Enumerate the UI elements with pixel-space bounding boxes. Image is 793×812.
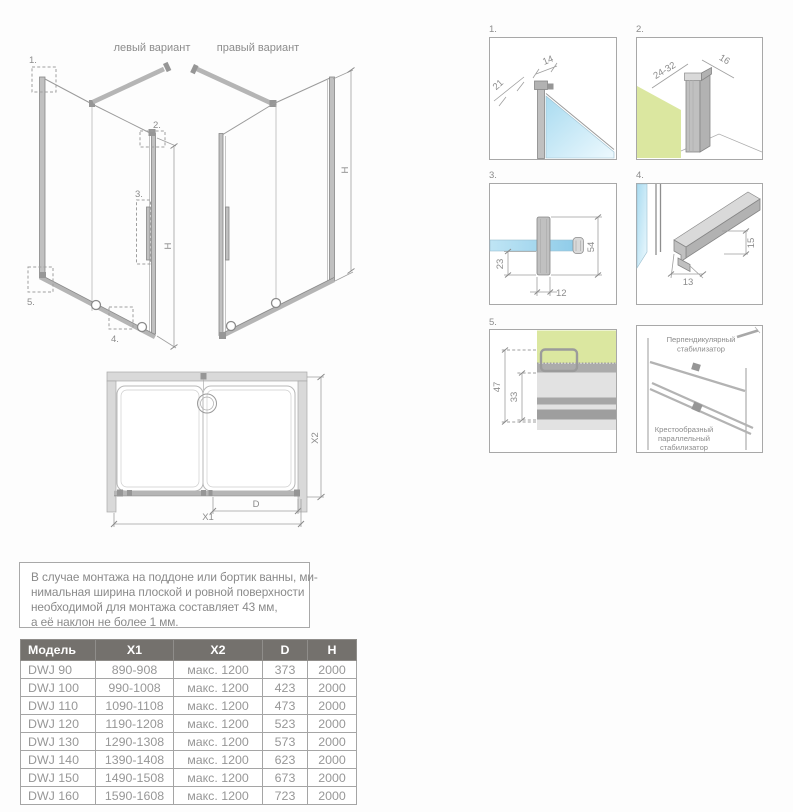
- header-h: H: [308, 640, 357, 661]
- dim-14-label: 14: [541, 53, 556, 68]
- cell-d: 373: [263, 661, 308, 679]
- support-bar: [93, 69, 164, 102]
- cell-d: 573: [263, 733, 308, 751]
- cell-d: 473: [263, 697, 308, 715]
- profile-cap-front: [685, 73, 702, 81]
- note-line: необходимой для монтажа составляет 43 мм,: [31, 600, 278, 614]
- door-top-edge: [222, 104, 273, 135]
- tray-strip: [537, 398, 616, 405]
- back-wall: [107, 372, 307, 381]
- cell-d: 423: [263, 679, 308, 697]
- cell-x1: 1090-1108: [96, 697, 174, 715]
- rail-end-block: [219, 332, 226, 339]
- cell-x1: 890-908: [96, 661, 174, 679]
- cell-x2: макс. 1200: [174, 787, 263, 805]
- cell-x1: 1190-1208: [96, 715, 174, 733]
- cell-x2: макс. 1200: [174, 715, 263, 733]
- wall-profile: [40, 77, 46, 277]
- callout-label-2: 2.: [153, 120, 161, 131]
- rail-block: [201, 490, 206, 496]
- callout-label-4: 4.: [111, 334, 119, 345]
- table-row: [21, 697, 357, 715]
- parallel-stabilizer-label-line2: параллельный: [658, 434, 710, 443]
- dim-15-label: 15: [746, 237, 757, 249]
- header-x2: X2: [174, 640, 263, 661]
- cell-x2: макс. 1200: [174, 661, 263, 679]
- note-line: нимальная ширина плоской и ровной поверхности: [31, 585, 305, 599]
- dim-54-label: 54: [586, 241, 597, 253]
- callout-label-5: 5.: [27, 297, 35, 308]
- note-line: В случае монтажа на поддоне или бортик ванны, ми-: [31, 570, 318, 584]
- detail-panel-4: [636, 170, 763, 305]
- cell-d: 723: [263, 787, 308, 805]
- cell-model: DWJ 100: [21, 679, 96, 697]
- parallel-stabilizer-label-line1: Крестообразный: [654, 425, 714, 434]
- dim-47-label: 47: [492, 381, 503, 393]
- detail-panel-1: [489, 24, 617, 160]
- cell-x2: макс. 1200: [174, 697, 263, 715]
- cell-d: 673: [263, 769, 308, 787]
- height-dimension-line: [333, 70, 353, 281]
- dim-33-label: 33: [509, 391, 520, 403]
- height-dimension-label: H: [163, 242, 174, 250]
- detail-panel-stabilizers: [637, 326, 763, 453]
- cell-h: 2000: [308, 733, 357, 751]
- cell-h: 2000: [308, 679, 357, 697]
- dim-12-label: 12: [556, 288, 567, 299]
- panel-3-number: 3.: [489, 170, 497, 181]
- perpendicular-stabilizer-label-line2: стабилизатор: [676, 344, 726, 354]
- cell-x2: макс. 1200: [174, 769, 263, 787]
- left-variant-diagram: [27, 42, 190, 350]
- rail-block: [209, 490, 213, 496]
- table-row: [21, 733, 357, 751]
- dim-23-label: 23: [495, 258, 506, 270]
- callout-label-3: 3.: [135, 189, 143, 200]
- cell-model: DWJ 140: [21, 751, 96, 769]
- cell-model: DWJ 120: [21, 715, 96, 733]
- cell-x1: 1490-1508: [96, 769, 174, 787]
- right-variant-label: правый вариант: [216, 42, 300, 54]
- support-bar: [197, 69, 273, 104]
- door-edge-profile: [152, 133, 156, 334]
- header-d: D: [263, 640, 308, 661]
- dim-21-label: 21: [490, 77, 506, 93]
- cell-model: DWJ 110: [21, 697, 96, 715]
- wall-profile: [330, 77, 335, 281]
- door-handle: [226, 207, 230, 260]
- detail-panel-2: [636, 24, 763, 160]
- cell-model: DWJ 90: [21, 661, 96, 679]
- table-row: [21, 679, 357, 697]
- cell-model: DWJ 150: [21, 769, 96, 787]
- door-top-edge: [92, 104, 152, 134]
- cell-d: 523: [263, 715, 308, 733]
- dim-24-32-label: 24-32: [651, 59, 678, 82]
- profile-side-face: [700, 74, 710, 152]
- support-mount: [201, 373, 207, 380]
- cell-model: DWJ 160: [21, 787, 96, 805]
- parallel-stabilizer-label-line3: стабилизатор: [659, 443, 709, 452]
- x1-dimension-label: X1: [202, 512, 214, 523]
- panel-2-number: 2.: [636, 24, 644, 35]
- cell-h: 2000: [308, 787, 357, 805]
- top-view-diagram: [107, 372, 325, 527]
- cell-x1: 1390-1408: [96, 751, 174, 769]
- note-line: а её наклон не более 1 мм.: [31, 615, 179, 629]
- cell-h: 2000: [308, 697, 357, 715]
- callout-label-1: 1.: [29, 55, 37, 66]
- roller-icon: [272, 299, 281, 308]
- model-dimensions-table: [20, 639, 357, 805]
- table-row: [21, 769, 357, 787]
- dim-16-label: 16: [716, 52, 732, 68]
- panel-1-number: 1.: [489, 24, 497, 35]
- profile-nub: [548, 84, 554, 90]
- rail-block: [294, 490, 300, 497]
- rail-block: [117, 490, 123, 497]
- cell-h: 2000: [308, 751, 357, 769]
- right-variant-diagram: [190, 42, 354, 339]
- height-dimension-label: H: [340, 166, 351, 174]
- wall-profile-section: [538, 85, 545, 159]
- roller-icon: [227, 322, 236, 331]
- detail-panel-5: [489, 317, 617, 453]
- table-row: [21, 661, 357, 679]
- table-header-row: [21, 640, 357, 661]
- bottom-rail: [222, 280, 334, 336]
- tray-strip: [537, 410, 616, 420]
- cell-x2: макс. 1200: [174, 751, 263, 769]
- cell-h: 2000: [308, 715, 357, 733]
- cell-h: 2000: [308, 769, 357, 787]
- table-row: [21, 715, 357, 733]
- panel-4-number: 4.: [636, 170, 644, 181]
- rail-end-block: [39, 272, 46, 278]
- header-model: Модель: [21, 640, 96, 661]
- cell-x2: макс. 1200: [174, 679, 263, 697]
- door-handle: [147, 207, 151, 260]
- glass-section: [490, 240, 577, 251]
- cell-x2: макс. 1200: [174, 733, 263, 751]
- cell-h: 2000: [308, 661, 357, 679]
- cell-model: DWJ 130: [21, 733, 96, 751]
- panel-5-number: 5.: [489, 317, 497, 328]
- detail-panel-3: [489, 170, 617, 305]
- cell-d: 623: [263, 751, 308, 769]
- left-variant-label: левый вариант: [113, 42, 191, 54]
- roller-icon: [138, 323, 147, 332]
- cell-x1: 1290-1308: [96, 733, 174, 751]
- roller-icon: [92, 301, 101, 310]
- cell-x1: 1590-1608: [96, 787, 174, 805]
- dim-13-label: 13: [682, 277, 694, 288]
- d-dimension-label: D: [252, 499, 260, 510]
- rail-block: [127, 490, 132, 496]
- table-row: [21, 751, 357, 769]
- door-edge-profile: [219, 134, 223, 336]
- profile-cap: [535, 81, 548, 90]
- x2-dimension-label: X2: [310, 432, 321, 444]
- handle-section: [537, 217, 550, 275]
- installation-note: [19, 562, 318, 629]
- cell-x1: 990-1008: [96, 679, 174, 697]
- perpendicular-stabilizer-label-line1: Перпендикулярный: [666, 335, 736, 344]
- shower-tray-left: [117, 386, 203, 491]
- table-row: [21, 787, 357, 805]
- header-x1: X1: [96, 640, 174, 661]
- panel-top-edge: [273, 78, 330, 104]
- handle-knob: [573, 238, 584, 254]
